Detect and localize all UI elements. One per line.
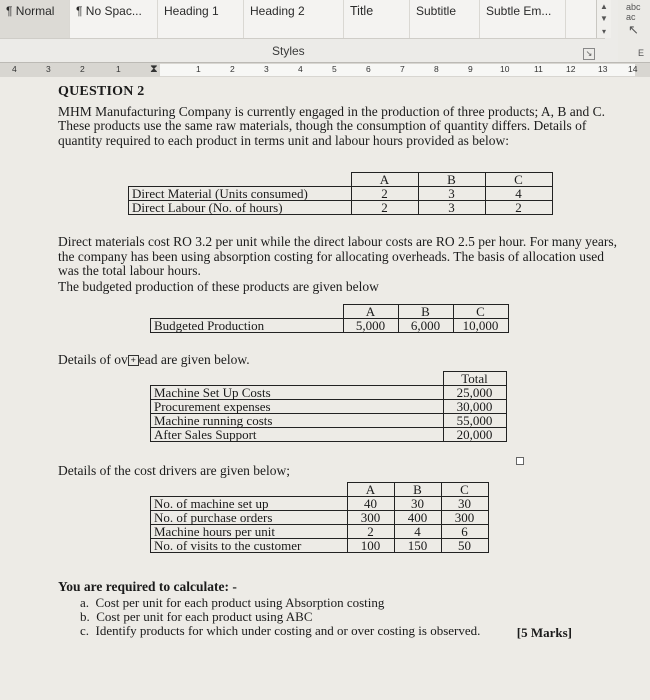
editor-icon[interactable]: E [638,48,645,58]
ruler-number: 2 [230,64,235,74]
style-no-spacing[interactable] [70,0,158,38]
table-header-row [151,372,507,386]
ruler-number: 11 [534,64,543,74]
list-item: b. Cost per unit for each product using ABC [80,609,313,624]
ruler-number: 5 [332,64,337,74]
drivers-intro: Details of the cost drivers are given below; [58,463,291,478]
table-move-handle-icon[interactable]: + [128,355,139,366]
right-tool-panel [618,0,650,68]
horizontal-ruler[interactable] [0,62,650,78]
styles-gallery [0,0,605,39]
ruler-number: 2 [80,64,85,74]
table-row: No. of purchase orders 300 400 300 [151,511,489,525]
document-page[interactable] [0,77,650,700]
table-row: Machine running costs 55,000 [151,414,507,428]
table-header: C [485,173,552,187]
style-heading-1[interactable] [158,0,244,38]
table-row: No. of machine set up 40 30 30 [151,497,489,511]
style-label: Heading 2 [250,4,305,18]
cost-drivers-table [150,482,489,553]
ruler-number: 1 [116,64,121,74]
overhead-table [150,371,507,442]
indent-marker-icon[interactable]: ⧗ [150,63,158,75]
table-header: A [343,305,398,319]
required-heading: You are required to calculate: - [58,579,237,594]
paragraph-mark-icon: ¶ [76,4,83,18]
table-row: Direct Material (Units consumed) 2 3 4 [129,187,553,201]
quantity-table [128,172,553,215]
style-heading-2[interactable] [244,0,344,38]
style-subtle-emphasis[interactable] [480,0,566,38]
list-item: c. Identify products for which under costing and or over costing is observed. [80,623,481,638]
table-header-row [151,483,489,497]
style-label: No Spac... [85,4,142,18]
style-normal[interactable] [0,0,70,38]
table-header: C [453,305,508,319]
costs-paragraph: Direct materials cost RO 3.2 per unit while the direct labour costs are RO 2.5 per hour. For many years, the company has been using absorption costing for allocating overheads. The basis of allocation used was the total labour hours. [58,234,617,278]
ruler-number: 13 [598,64,608,74]
ruler-number: 14 [628,64,638,74]
table-header: A [347,483,394,497]
replace-icon[interactable]: abc ac [626,2,641,22]
styles-scroll-control[interactable] [596,0,611,38]
question-header-block [58,85,618,148]
overhead-intro: Details of ov + ead are given below. [58,352,250,367]
ruler-number: 1 [196,64,201,74]
ruler-number: 4 [298,64,303,74]
styles-group-label: Styles [272,44,305,58]
table-row: Direct Labour (No. of hours) 2 3 2 [129,201,553,215]
styles-dialog-launcher-icon[interactable]: ↘ [583,48,595,60]
table-header: B [418,173,485,187]
table-header: B [398,305,453,319]
ruler-number: 12 [566,64,576,74]
table-header-row [151,305,509,319]
table-header-row [129,173,553,187]
list-item: a. Cost per unit for each product using Absorption costing [80,595,385,610]
table-header: A [351,173,418,187]
style-label: Normal [15,4,55,18]
chevron-up-icon[interactable]: ▲ [600,1,608,11]
table-row: After Sales Support 20,000 [151,428,507,442]
style-label: Subtle Em... [486,4,552,18]
budget-intro: The budgeted production of these products are given below [58,279,379,294]
paragraph-mark-icon: ¶ [6,4,13,18]
table-row: Budgeted Production 5,000 6,000 10,000 [151,319,509,333]
ruler-number: 7 [400,64,405,74]
style-title[interactable] [344,0,410,38]
ruler-number: 9 [468,64,473,74]
question-title: QUESTION 2 [58,84,145,99]
ruler-number: 8 [434,64,439,74]
style-label: Heading 1 [164,4,219,18]
chevron-down-icon[interactable]: ▼ [600,14,608,24]
ruler-number: 10 [500,64,510,74]
ruler-number: 4 [12,64,17,74]
select-cursor-icon[interactable]: ↖ [628,22,639,37]
more-styles-icon[interactable]: ▾ [601,27,606,37]
table-header: Total [443,372,506,386]
table-row: No. of visits to the customer 100 150 50 [151,539,489,553]
table-row: Machine hours per unit 2 4 6 [151,525,489,539]
table-row: Machine Set Up Costs 25,000 [151,386,507,400]
ruler-number: 3 [46,64,51,74]
ruler-number: 6 [366,64,371,74]
budget-table [150,304,509,333]
task-list [80,596,480,638]
table-header: C [441,483,488,497]
intro-paragraph: MHM Manufacturing Company is currently engaged in the production of three products; A, B and C. These products use the same raw materials, though the consumption of quantity differs. Details of quantity required to each product in terms unit and labour hours provided as below: [58,103,606,148]
style-label: Title [350,4,374,18]
table-header: B [394,483,441,497]
style-label: Subtitle [416,4,457,18]
table-row: Procurement expenses 30,000 [151,400,507,414]
ribbon [0,0,650,68]
ruler-number: 3 [264,64,269,74]
style-subtitle[interactable] [410,0,480,38]
marks-label: [5 Marks] [516,625,572,640]
